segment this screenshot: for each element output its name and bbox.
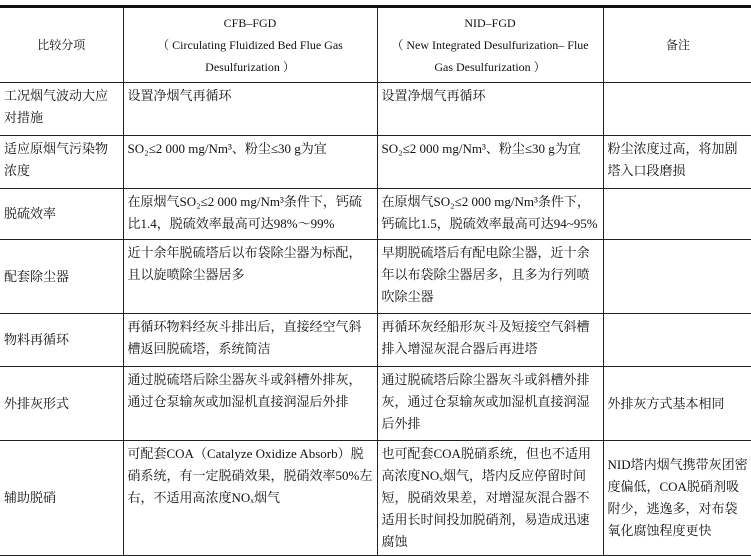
table-row [0, 240, 751, 314]
cfb-cell: 可配套COA（Catalyze Oxidize Absorb）脱硝系统，有一定脱硝效果，脱硝效率50%左右，不适用高浓度NOₓ烟气 [123, 441, 377, 556]
header-cfb [123, 7, 377, 83]
item-cell: 工况烟气波动大应对措施 [0, 83, 123, 136]
nid-cell: 再循环灰经船形灰斗及短接空气斜槽排入增湿灰混合器后再进塔 [377, 314, 603, 367]
cfb-cell: 设置净烟气再循环 [123, 83, 377, 136]
note-cell: NID塔内烟气携带灰团密度偏低，COA脱硝剂吸附少，逃逸多，对布袋氧化腐蚀程度更快 [603, 441, 751, 556]
cfb-cell: 在原烟气SO₂≤2 000 mg/Nm³条件下，钙硫比1.4，脱硫效率最高可达98%～99% [123, 189, 377, 240]
header-text: （ New Integrated Desulfurization– Flue [391, 38, 589, 52]
item-cell: 辅助脱硝 [0, 441, 123, 556]
nid-cell: 也可配套COA脱硝系统，但也不适用高浓度NOₓ烟气，塔内反应停留时间短，脱硝效果差，对增湿灰混合器不适用长时间投加脱硝剂，易造成迅速腐蚀 [377, 441, 603, 556]
note-cell [603, 189, 751, 240]
note-cell [603, 314, 751, 367]
nid-cell: 通过脱硫塔后除尘器灰斗或斜槽外排灰，通过仓泵输灰或加湿机直接润湿后外排 [377, 367, 603, 441]
header-text: 备注 [665, 38, 690, 52]
item-cell: 适应原烟气污染物浓度 [0, 136, 123, 189]
item-cell: 物料再循环 [0, 314, 123, 367]
header-text: Gas Desulfurization ） [434, 60, 546, 74]
note-cell: 粉尘浓度过高，将加剧塔入口段磨损 [603, 136, 751, 189]
header-nid [377, 7, 603, 83]
cfb-cell: 通过脱硫塔后除尘器灰斗或斜槽外排灰，通过仓泵输灰或加湿机直接润湿后外排 [123, 367, 377, 441]
header-text: （ Circulating Fluidized Bed Flue Gas [157, 38, 343, 52]
header-item [0, 7, 123, 83]
nid-cell: SO₂≤2 000 mg/Nm³、粉尘≤30 g为宜 [377, 136, 603, 189]
nid-cell: 早期脱硫塔后有配电除尘器，近十余年以布袋除尘器居多，且多为行列喷吹除尘器 [377, 240, 603, 314]
header-note [603, 7, 751, 83]
table-row [0, 189, 751, 240]
item-cell: 脱硫效率 [0, 189, 123, 240]
item-cell: 配套除尘器 [0, 240, 123, 314]
note-cell [603, 240, 751, 314]
cfb-cell: 近十余年脱硫塔后以布袋除尘器为标配，且以旋喷除尘器居多 [123, 240, 377, 314]
cfb-cell: 再循环物料经灰斗排出后，直接经空气斜槽返回脱硫塔，系统简洁 [123, 314, 377, 367]
header-text: 比较分项 [37, 38, 86, 52]
header-text: Desulfurization ） [205, 60, 295, 74]
note-cell: 外排灰方式基本相同 [603, 367, 751, 441]
note-cell [603, 83, 751, 136]
cfb-cell: SO₂≤2 000 mg/Nm³、粉尘≤30 g为宜 [123, 136, 377, 189]
header-row [0, 7, 751, 83]
table-row [0, 367, 751, 441]
header-text: NID–FGD [464, 16, 516, 30]
nid-cell: 设置净烟气再循环 [377, 83, 603, 136]
table-row [0, 136, 751, 189]
table-row [0, 314, 751, 367]
comparison-table [0, 5, 751, 556]
header-text: CFB–FGD [223, 16, 277, 30]
item-cell: 外排灰形式 [0, 367, 123, 441]
nid-cell: 在原烟气SO₂≤2 000 mg/Nm³条件下，钙硫比1.5，脱硫效率最高可达94~95% [377, 189, 603, 240]
table-row [0, 83, 751, 136]
table-row [0, 441, 751, 556]
